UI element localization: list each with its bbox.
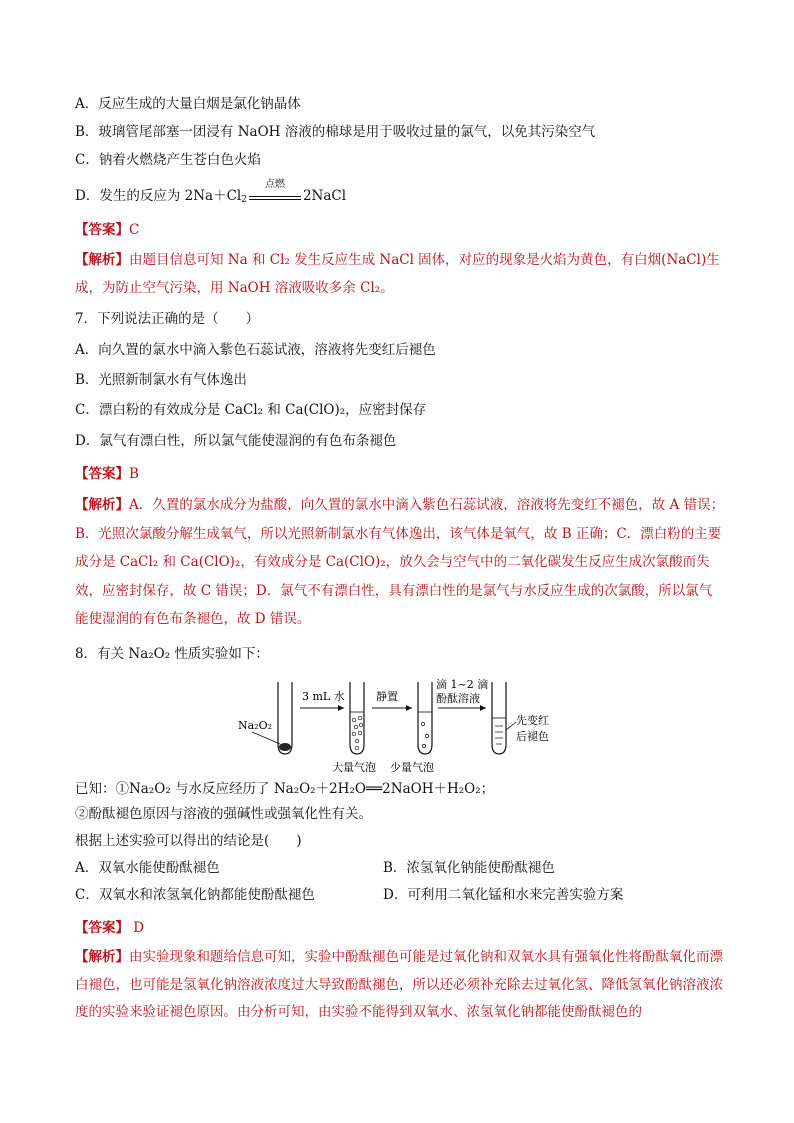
reaction-condition: 点燃 (264, 179, 285, 190)
q6-option-c: C．钠着火燃烧产生苍白色火焰 (75, 152, 261, 168)
analysis-tag: 【解析】 (75, 497, 129, 513)
bubbles-label-1: 大量气泡 (332, 761, 376, 774)
q7-analysis (75, 491, 725, 634)
q7-option-a: A．向久置的氯水中滴入紫色石蕊试液，溶液将先变红后褪色 (75, 342, 436, 358)
experiment-diagram (236, 674, 566, 774)
q8-answer (75, 918, 144, 938)
answer-value: D (129, 920, 145, 936)
step1-label: 3 mL 水 (302, 690, 345, 703)
q8-analysis (75, 944, 725, 1027)
analysis-text: A．久置的氯水成分为盐酸，向久置的氯水中滴入紫色石蕊试液，溶液将先变红不褪色，故 A 错误；B．光照次氯酸分解生成氧气，所以光照新制氯水有气体逸出，该气体是氧气，故 B 正确；C．漂白粉的主要成分是 CaCl₂ 和 Ca(ClO)₂，有效成分是 Ca(ClO)₂，放久会与空气中的二氧化碳发生反应生成次氯酸而失效，应密封保存，故 C 错误；D．氯气不有漂白性，具有漂白性的是氯气与水反应生成的次氯酸，所以氯气能使湿润的有色布条褪色，故 D 错误。 (75, 497, 725, 627)
q6-answer (75, 220, 139, 240)
q8-option-b: B．浓氢氧化钠能使酚酞褪色 (383, 860, 555, 876)
q8-known-1: 已知：①Na₂O₂ 与水反应经历了 Na₂O₂＋2H₂O══2NaOH＋H₂O₂； (75, 781, 495, 797)
test-tube-1 (278, 682, 292, 754)
analysis-text: 由题目信息可知 Na 和 Cl₂ 发生反应生成 NaCl 固体，对应的现象是火焰为黄色，有白烟(NaCl)生成，为防止空气污染，用 NaOH 溶液吸收多余 Cl₂。 (75, 252, 720, 296)
q8-option-c: C．双氧水和浓氢氧化钠都能使酚酞褪色 (75, 887, 315, 903)
q8-option-d: D．可利用二氧化锰和水来完善实验方案 (383, 887, 624, 903)
q8-ask: 根据上述实验可以得出的结论是( ) (75, 833, 302, 849)
q8-stem: 8．有关 Na₂O₂ 性质实验如下： (75, 646, 269, 662)
q6-option-d: D．发生的反应为 $2Na+Cl_2$ 点燃 2NaCl (75, 186, 346, 210)
step3-label-a: 滴 1~2 滴 (436, 678, 489, 691)
q8-option-a: A．双氧水能使酚酞褪色 (75, 860, 220, 876)
q7-stem: 7．下列说法正确的是（ ） (75, 311, 260, 327)
q6-analysis (75, 246, 725, 302)
q6-option-d-lhs: D．发生的反应为 2Na＋Cl (75, 188, 242, 204)
reaction-arrow (249, 179, 301, 200)
answer-tag: 【答案】 (75, 466, 129, 482)
q6-option-a: A．反应生成的大量白烟是氯化钠晶体 (75, 96, 301, 112)
q6-option-b: B．玻璃管尾部塞一团浸有 NaOH 溶液的棉球是用于吸收过量的氯气，以免其污染空气 (75, 124, 596, 140)
answer-value: B (129, 466, 139, 482)
bubbles-label-2: 少量气泡 (390, 761, 434, 774)
q7-option-b: B．光照新制氯水有气体逸出 (75, 372, 247, 388)
answer-tag: 【答案】 (75, 920, 129, 936)
q8-known-2: ②酚酞褪色原因与溶液的强碱性或强氧化性有关。 (75, 806, 372, 822)
analysis-text: 由实验现象和题给信息可知，实验中酚酞褪色可能是过氧化钠和双氧水具有强氧化性将酚酞氧化而漂白褪色，也可能是氢氧化钠溶液浓度过大导致酚酞褪色，所以还必须补充除去过氧化氢、降低氢氧化钠溶液浓度的实验来验证褪色原因。由分析可知，由实验不能得到双氧水、浓氢氧化钠都能使酚酞褪色的 (75, 949, 723, 1020)
test-tube-2 (350, 682, 364, 754)
result-label-2: 后褪色 (516, 730, 549, 743)
q7-answer (75, 464, 139, 484)
q7-option-d: D．氯气有漂白性，所以氯气能使湿润的有色布条褪色 (75, 433, 397, 449)
q6-option-d-rhs: 2NaCl (302, 188, 347, 204)
answer-tag: 【答案】 (75, 222, 129, 238)
result-label-1: 先变红 (516, 714, 549, 727)
analysis-tag: 【解析】 (75, 949, 129, 965)
step3-label-b: 酚酞溶液 (436, 692, 480, 705)
step2-label: 静置 (376, 690, 398, 703)
q7-option-c: C．漂白粉的有效成分是 CaCl₂ 和 Ca(ClO)₂，应密封保存 (75, 402, 427, 418)
analysis-tag: 【解析】 (75, 252, 129, 268)
test-tube-3 (418, 682, 432, 754)
reagent-label: Na₂O₂ (238, 719, 273, 732)
test-tube-4 (492, 682, 506, 754)
answer-value: C (129, 222, 140, 238)
